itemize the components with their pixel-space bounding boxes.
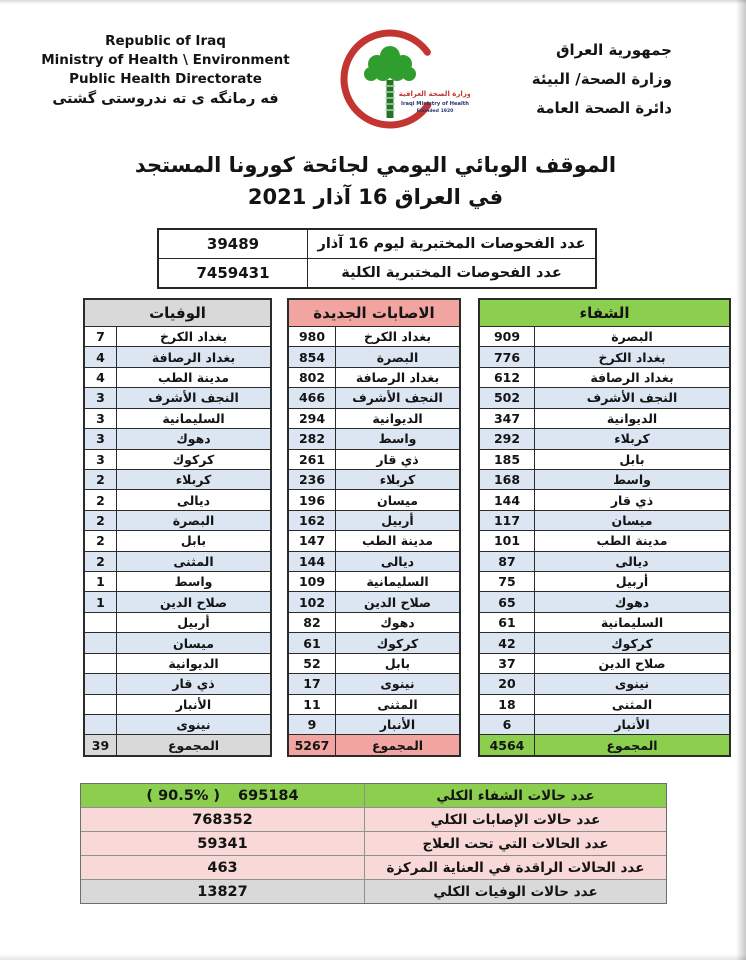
count-cell: 20 xyxy=(480,674,535,693)
count-cell: 162 xyxy=(289,511,336,530)
governorate-cell: الديوانية xyxy=(606,410,658,426)
count-cell xyxy=(85,674,117,693)
count-cell: 117 xyxy=(480,511,535,530)
count-cell: 2 xyxy=(85,470,117,489)
table-row xyxy=(85,632,270,652)
count-cell: 980 xyxy=(289,327,336,346)
table-row xyxy=(289,387,459,407)
header-line-directorate: Public Health Directorate xyxy=(69,71,262,87)
governorate-cell: بغداد الكرخ xyxy=(159,329,228,345)
table-row xyxy=(289,694,459,714)
table-row xyxy=(480,653,729,673)
total-label-cell: المجموع xyxy=(371,737,424,753)
governorate-cell: النجف الأشرف xyxy=(148,390,239,406)
governorate-cell: ذي قار xyxy=(376,451,419,467)
count-cell: 109 xyxy=(289,572,336,591)
count-cell: 2 xyxy=(85,552,117,571)
governorate-cell: بغداد الرصافة xyxy=(590,370,674,386)
new-cases-table-title: الاصابات الجديدة xyxy=(289,300,459,326)
governorate-cell: نينوى xyxy=(176,717,211,733)
table-row xyxy=(85,694,270,714)
table-row xyxy=(480,714,729,734)
table-row xyxy=(289,673,459,693)
governorate-cell: ديالى xyxy=(380,553,415,569)
governorate-cell: ميسان xyxy=(173,635,214,651)
count-cell: 3 xyxy=(85,429,117,448)
table-total-row xyxy=(480,734,729,754)
table-row xyxy=(480,367,729,387)
table-row xyxy=(81,831,666,855)
table-row xyxy=(480,346,729,366)
count-cell: 9 xyxy=(289,715,336,734)
header-english-block xyxy=(38,32,293,109)
logo-english-name: Iraqi Ministry of Health xyxy=(401,101,469,107)
lab-tests-table xyxy=(157,228,597,289)
table-row xyxy=(85,612,270,632)
count-cell: 102 xyxy=(289,592,336,611)
governorate-cell: الأنبار xyxy=(379,717,416,733)
table-row xyxy=(85,326,270,346)
table-row xyxy=(85,469,270,489)
summary-label-cell: عدد الحالات الراقدة في العناية المركزة xyxy=(386,859,645,876)
count-cell: 196 xyxy=(289,490,336,509)
count-cell: 612 xyxy=(480,368,535,387)
table-row xyxy=(480,632,729,652)
governorate-cell: صلاح الدين xyxy=(598,655,666,671)
title-line-1: الموقف الوبائي اليومي لجائحة كورونا المستجد xyxy=(134,153,617,177)
governorate-cell: المثنى xyxy=(611,696,653,712)
count-cell: 144 xyxy=(480,490,535,509)
table-row xyxy=(289,367,459,387)
table-row xyxy=(289,408,459,428)
table-row xyxy=(289,449,459,469)
governorate-cell: كركوك xyxy=(172,451,215,467)
count-cell: 3 xyxy=(85,450,117,469)
header-arabic-block xyxy=(532,36,672,123)
table-row xyxy=(85,367,270,387)
summary-number: 13827 xyxy=(197,883,248,900)
governorate-cell: أربيل xyxy=(615,574,649,590)
governorate-cell: أربيل xyxy=(177,615,210,631)
table-row xyxy=(289,653,459,673)
governorate-cell: الديوانية xyxy=(372,410,423,426)
count-cell: 61 xyxy=(480,613,535,632)
table-row xyxy=(85,673,270,693)
count-cell: 3 xyxy=(85,388,117,407)
governorate-cell: بابل xyxy=(180,533,207,549)
count-cell: 61 xyxy=(289,633,336,652)
table-row xyxy=(289,428,459,448)
summary-number: 768352 xyxy=(192,811,253,828)
table-row xyxy=(289,469,459,489)
count-cell: 502 xyxy=(480,388,535,407)
governorate-cell: النجف الأشرف xyxy=(586,390,678,406)
count-cell: 2 xyxy=(85,511,117,530)
table-row xyxy=(85,653,270,673)
ministry-of-health-logo xyxy=(338,24,470,134)
total-count-cell: 39 xyxy=(85,735,117,754)
totals-summary-table xyxy=(80,783,667,904)
table-row xyxy=(289,530,459,550)
count-cell: 37 xyxy=(480,654,535,673)
summary-value-cell xyxy=(81,856,365,879)
table-row xyxy=(480,530,729,550)
count-cell: 294 xyxy=(289,409,336,428)
count-cell: 236 xyxy=(289,470,336,489)
count-cell xyxy=(85,633,117,652)
table-row xyxy=(480,571,729,591)
table-row xyxy=(480,510,729,530)
count-cell: 144 xyxy=(289,552,336,571)
count-cell: 42 xyxy=(480,633,535,652)
governorate-cell: الأنبار xyxy=(175,696,212,712)
table-row xyxy=(480,591,729,611)
governorate-cell: صلاح الدين xyxy=(159,594,228,610)
count-cell: 2 xyxy=(85,531,117,550)
summary-label-cell: عدد حالات الوفيات الكلي xyxy=(433,883,598,900)
table-row xyxy=(480,326,729,346)
page-title xyxy=(98,149,653,213)
governorate-cell: كركوك xyxy=(611,635,653,651)
summary-value-cell xyxy=(81,808,365,831)
summary-label-cell: عدد حالات الشفاء الكلي xyxy=(436,787,595,804)
deaths-table-title: الوفيات xyxy=(85,300,270,326)
governorate-cell: ديالى xyxy=(176,492,211,508)
count-cell: 1 xyxy=(85,572,117,591)
governorate-cell: المثنى xyxy=(377,696,418,712)
table-row xyxy=(81,855,666,879)
total-label-cell: المجموع xyxy=(167,737,220,753)
governorate-cell: السليمانية xyxy=(162,410,225,426)
table-total-row xyxy=(85,734,270,754)
governorate-cell: دهوك xyxy=(176,431,211,447)
count-cell: 185 xyxy=(480,450,535,469)
table-row xyxy=(85,571,270,591)
governorate-cell: ديالى xyxy=(615,553,649,569)
table-row xyxy=(480,408,729,428)
table-row xyxy=(289,571,459,591)
governorate-cell: الديوانية xyxy=(168,655,219,671)
table-row xyxy=(480,469,729,489)
table-row xyxy=(85,387,270,407)
summary-value-cell xyxy=(81,832,365,855)
count-cell: 4 xyxy=(85,368,117,387)
count-cell: 2 xyxy=(85,490,117,509)
count-cell: 4 xyxy=(85,347,117,366)
governorate-cell: بغداد الرصافة xyxy=(355,370,440,386)
governorate-cell: مدينة الطب xyxy=(596,533,668,549)
table-row xyxy=(480,387,729,407)
count-cell: 11 xyxy=(289,695,336,714)
table-row xyxy=(85,530,270,550)
count-cell: 168 xyxy=(480,470,535,489)
logo-founded-text: Founded 1920 xyxy=(416,109,454,114)
logo-arabic-name: وزارة الصحة العراقية xyxy=(398,90,470,98)
count-cell: 261 xyxy=(289,450,336,469)
table-row xyxy=(85,489,270,509)
table-row xyxy=(85,449,270,469)
summary-percent: ( 90.5% ) xyxy=(146,787,221,804)
table-row xyxy=(159,258,595,287)
table-row xyxy=(480,428,729,448)
governorate-cell: السليمانية xyxy=(366,574,429,590)
table-row xyxy=(289,632,459,652)
count-cell: 292 xyxy=(480,429,535,448)
count-cell: 1 xyxy=(85,592,117,611)
governorate-cell: النجف الأشرف xyxy=(352,390,443,406)
count-cell: 466 xyxy=(289,388,336,407)
table-row xyxy=(480,694,729,714)
count-cell xyxy=(85,695,117,714)
table-row xyxy=(85,591,270,611)
summary-value-cell xyxy=(81,880,365,903)
total-count-cell: 5267 xyxy=(289,735,336,754)
count-cell: 7 xyxy=(85,327,117,346)
count-cell xyxy=(85,715,117,734)
header-line-republic-ar: جمهورية العراق xyxy=(556,41,672,59)
governorate-cell: السليمانية xyxy=(600,615,664,631)
table-row xyxy=(289,551,459,571)
table-row xyxy=(85,714,270,734)
governorate-cell: نينوى xyxy=(614,676,650,692)
count-cell: 282 xyxy=(289,429,336,448)
total-count-cell: 4564 xyxy=(480,735,535,754)
count-cell: 52 xyxy=(289,654,336,673)
table-row xyxy=(289,714,459,734)
count-cell: 65 xyxy=(480,592,535,611)
count-cell xyxy=(85,654,117,673)
table-row xyxy=(480,612,729,632)
table-row xyxy=(159,230,595,258)
governorate-cell: ميسان xyxy=(611,513,653,528)
table-row xyxy=(289,510,459,530)
governorate-cell: بغداد الرصافة xyxy=(151,349,236,365)
governorate-cell: مدينة الطب xyxy=(157,370,230,386)
table-row xyxy=(81,807,666,831)
table-row xyxy=(85,428,270,448)
governorate-cell: كربلاء xyxy=(379,472,416,488)
governorate-cell: بابل xyxy=(619,451,645,467)
count-cell: 147 xyxy=(289,531,336,550)
recoveries-table-title: الشفاء xyxy=(480,300,729,326)
header-line-ministry-ar: وزارة الصحة/ البيئة xyxy=(531,70,672,88)
table-row xyxy=(289,326,459,346)
tests-label-cell: عدد الفحوصات المختبرية ليوم 16 آذار xyxy=(317,236,586,252)
summary-label-cell: عدد الحالات التي تحت العلاج xyxy=(422,835,609,852)
table-row xyxy=(85,551,270,571)
count-cell: 17 xyxy=(289,674,336,693)
summary-number: 695184 xyxy=(238,787,299,804)
count-cell: 3 xyxy=(85,409,117,428)
count-cell: 776 xyxy=(480,347,535,366)
governorate-cell: واسط xyxy=(613,472,651,488)
summary-number: 59341 xyxy=(197,835,248,852)
count-cell: 75 xyxy=(480,572,535,591)
governorate-cell: البصرة xyxy=(611,329,653,345)
governorate-cell: بغداد الكرخ xyxy=(363,329,432,345)
governorate-cell: أربيل xyxy=(381,513,414,528)
photo-edge-shadow-top xyxy=(0,0,746,4)
count-cell xyxy=(85,613,117,632)
new-cases-table xyxy=(287,298,461,757)
summary-number: 463 xyxy=(207,859,238,876)
header-line-ministry: Ministry of Health \ Environment xyxy=(41,52,290,68)
governorate-cell: البصرة xyxy=(376,349,419,365)
governorate-cell: كربلاء xyxy=(614,431,650,447)
count-cell: 347 xyxy=(480,409,535,428)
tests-value-cell: 39489 xyxy=(159,230,308,258)
table-row xyxy=(289,489,459,509)
summary-value-cell xyxy=(81,784,365,807)
table-row xyxy=(289,591,459,611)
title-line-2: في العراق 16 آذار 2021 xyxy=(247,185,504,209)
photo-edge-shadow-bottom xyxy=(0,954,746,960)
governorate-cell: مدينة الطب xyxy=(361,533,434,549)
governorate-cell: نينوى xyxy=(380,676,415,692)
tests-value-cell: 7459431 xyxy=(159,259,308,287)
table-row xyxy=(480,551,729,571)
table-row xyxy=(85,510,270,530)
governorate-cell: الأنبار xyxy=(614,717,650,733)
table-row xyxy=(289,346,459,366)
deaths-table xyxy=(83,298,272,757)
header-line-republic: Republic of Iraq xyxy=(105,33,226,49)
governorate-cell: صلاح الدين xyxy=(363,594,432,610)
governorate-cell: بابل xyxy=(384,655,411,671)
governorate-cell: ميسان xyxy=(377,492,418,508)
header-line-directorate-ar: دائرة الصحة العامة xyxy=(536,99,672,117)
table-row xyxy=(480,449,729,469)
photo-edge-shadow-right xyxy=(736,0,746,960)
count-cell: 909 xyxy=(480,327,535,346)
governorate-cell: واسط xyxy=(174,574,213,590)
recoveries-table xyxy=(478,298,731,757)
table-row xyxy=(81,784,666,807)
tests-label-cell: عدد الفحوصات المختبرية الكلية xyxy=(341,265,562,281)
governorate-cell: كربلاء xyxy=(175,472,212,488)
total-label-cell: المجموع xyxy=(606,737,658,753)
count-cell: 6 xyxy=(480,715,535,734)
governorate-cell: واسط xyxy=(378,431,417,447)
crescent-tree-logo-icon xyxy=(338,24,470,134)
governorate-cell: البصرة xyxy=(172,513,215,528)
governorate-cell: بغداد الكرخ xyxy=(598,349,666,365)
governorate-cell: ذي قار xyxy=(610,492,654,508)
header-line-kurdish: فه رمانگه ی ته ندروستی گشتی xyxy=(52,91,279,107)
table-row xyxy=(480,673,729,693)
governorate-cell: دهوك xyxy=(614,594,650,610)
governorate-cell: كركوك xyxy=(376,635,419,651)
table-total-row xyxy=(289,734,459,754)
table-row xyxy=(81,879,666,903)
count-cell: 82 xyxy=(289,613,336,632)
count-cell: 854 xyxy=(289,347,336,366)
governorate-cell: المثنى xyxy=(173,553,214,569)
governorate-cell: دهوك xyxy=(380,615,415,631)
table-row xyxy=(289,612,459,632)
count-cell: 101 xyxy=(480,531,535,550)
governorate-cell: ذي قار xyxy=(172,676,215,692)
table-row xyxy=(85,346,270,366)
count-cell: 87 xyxy=(480,552,535,571)
table-row xyxy=(480,489,729,509)
summary-label-cell: عدد حالات الإصابات الكلي xyxy=(430,811,601,828)
count-cell: 18 xyxy=(480,695,535,714)
table-row xyxy=(85,408,270,428)
count-cell: 802 xyxy=(289,368,336,387)
